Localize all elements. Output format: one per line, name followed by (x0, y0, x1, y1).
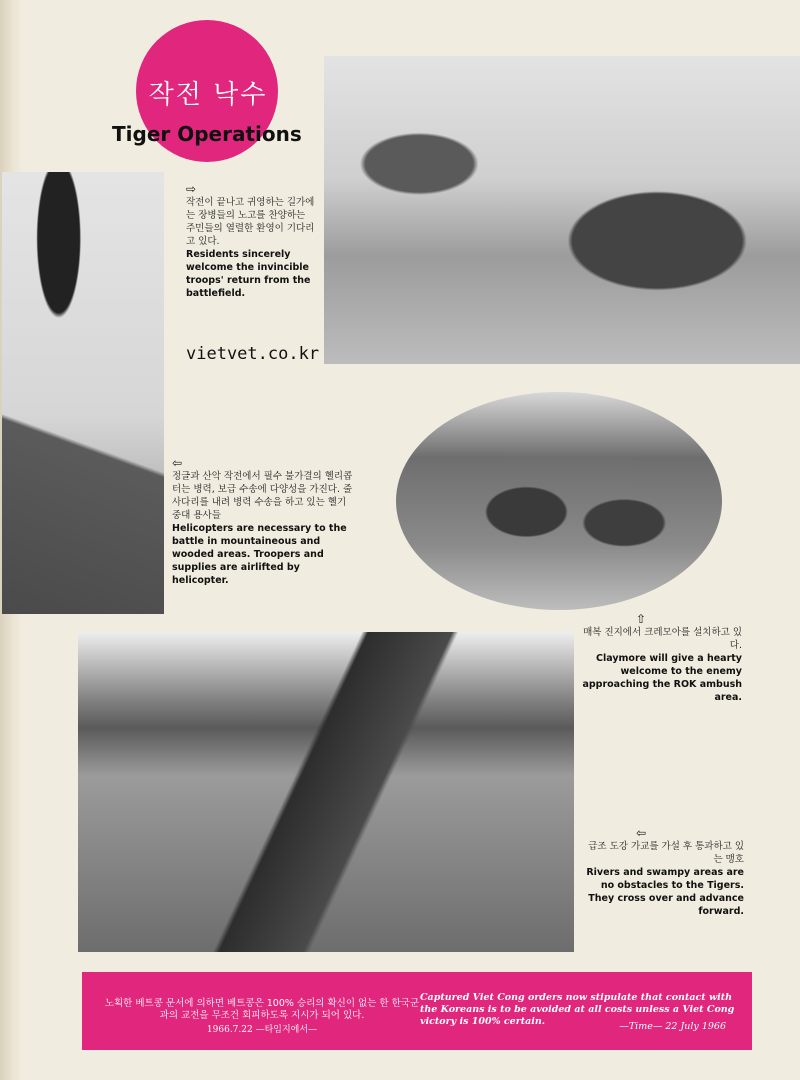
arrow-left-icon: ⇦ (172, 456, 183, 470)
caption-claymore-korean: 매복 진지에서 크레모아를 설치하고 있다. (583, 627, 742, 651)
quote-banner (82, 972, 752, 1050)
page-title-korean: 작전 낙수 (148, 80, 268, 110)
caption-helicopters (172, 456, 358, 587)
photo-claymore-ambush (396, 392, 722, 610)
caption-rivers-korean: 급조 도강 가교를 가설 후 통과하고 있는 맹호 (588, 841, 744, 865)
caption-claymore (580, 612, 742, 704)
banner-quote-korean: 노획한 베트콩 문서에 의하면 베트콩은 100% 승리의 확신이 없는 한 한국군과의 교전을 무조건 회피하도록 지시가 되어 있다. (104, 998, 420, 1021)
page-title-english: Tiger Operations (112, 122, 302, 146)
arrow-left-icon: ⇦ (636, 826, 647, 840)
photo-convoy-welcome (324, 56, 800, 364)
caption-helicopters-korean: 정글과 산악 작전에서 필수 불가결의 헬리콥터는 병력, 보급 수송에 다양성을 가진다. 줄사다리를 내려 병력 수송을 하고 있는 헬기 중대 용사들 (172, 471, 353, 521)
arrow-up-icon: ⇧ (636, 612, 647, 626)
caption-rivers (584, 826, 744, 918)
banner-quote-english: Captured Viet Cong orders now stipulate that contact with the Koreans is to be avoided at all costs unless a Viet Cong victory is 100% certain. (420, 992, 735, 1027)
photo-helicopter-ladder (2, 172, 164, 614)
caption-helicopters-english: Helicopters are necessary to the battle in mountaineous and wooded areas. Troopers and supplies are airlifted by helicopter. (172, 523, 347, 586)
caption-residents-korean: 작전이 끝나고 귀영하는 길가에는 장병들의 노고를 찬양하는 주민들의 열렬한 환영이 기다리고 있다. (186, 197, 315, 247)
banner-source-english: —Time— 22 July 1966 (619, 1021, 726, 1032)
caption-claymore-english: Claymore will give a hearty welcome to the enemy approaching the ROK ambush area. (582, 653, 742, 703)
caption-rivers-english: Rivers and swampy areas are no obstacles to the Tigers. They cross over and advance forward. (586, 867, 744, 917)
caption-residents (186, 182, 316, 300)
site-credit: vietvet.co.kr (186, 344, 320, 364)
caption-residents-english: Residents sincerely welcome the invincible troops' return from the battlefield. (186, 249, 311, 299)
banner-date-korean: 1966.7.22 —타임지에서— (206, 1025, 318, 1035)
arrow-right-icon: ⇨ (186, 182, 197, 196)
photo-bridge-crossing (78, 632, 574, 952)
